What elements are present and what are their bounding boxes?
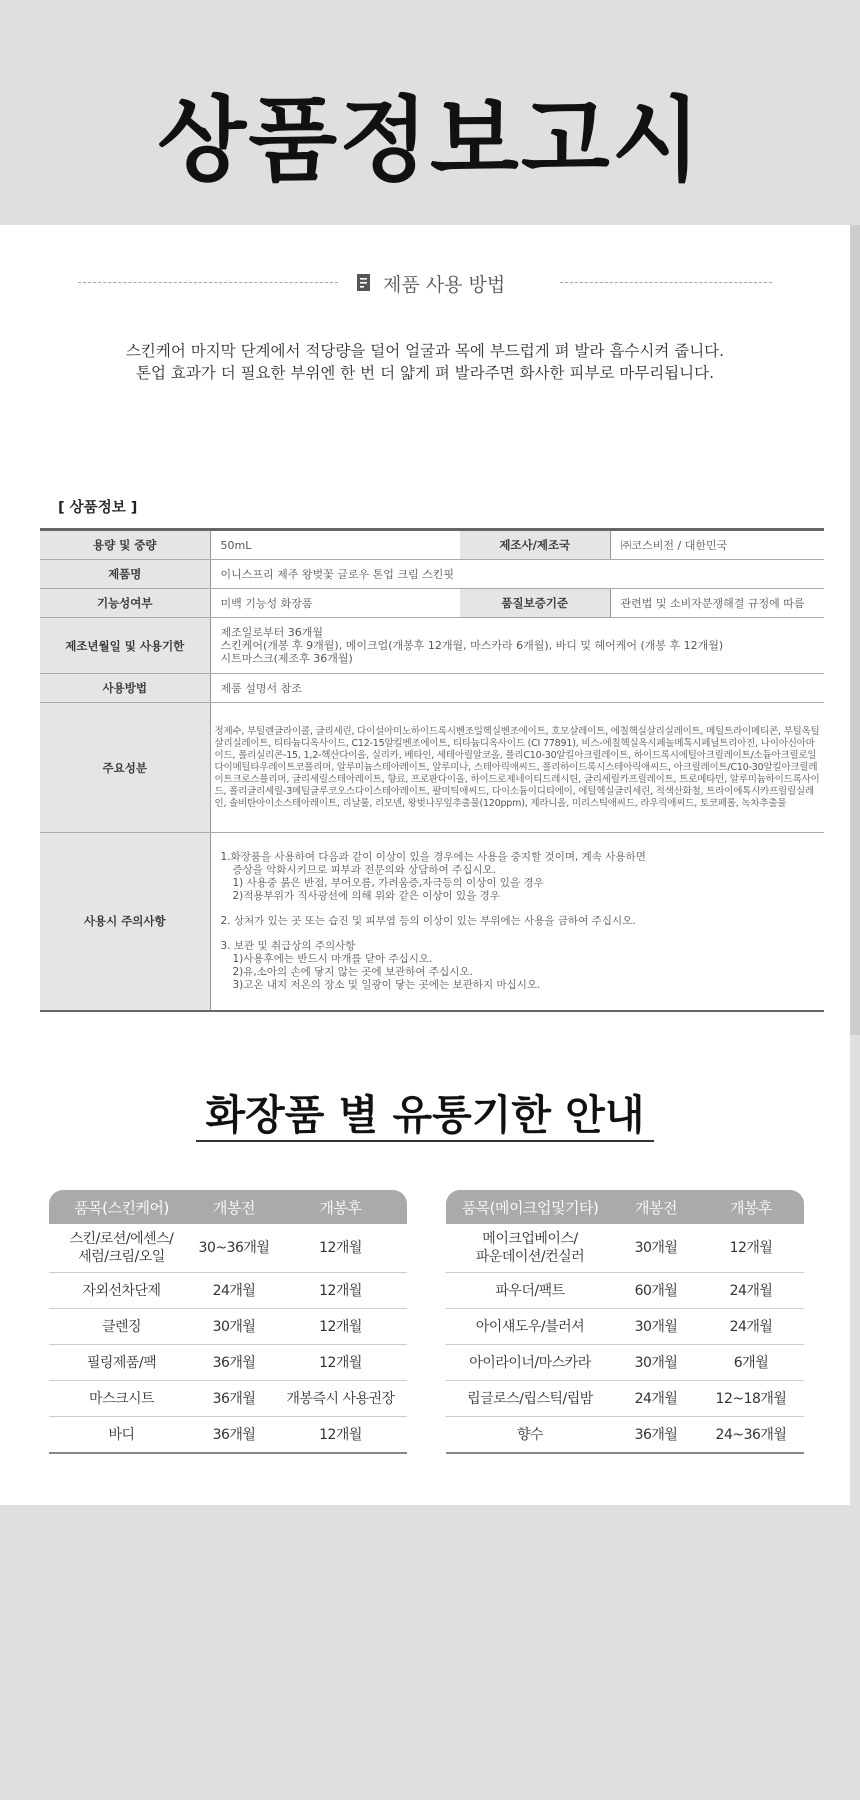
usage-heading	[0, 268, 850, 298]
shelf-life-title	[0, 1091, 850, 1142]
table-row	[40, 530, 824, 560]
table-row	[40, 833, 824, 1011]
before-cell: 60개월	[614, 1273, 698, 1309]
after-cell: 24~36개월	[698, 1417, 804, 1454]
row-label: 기능성여부	[40, 589, 210, 618]
before-cell: 30개월	[614, 1345, 698, 1381]
table-row	[49, 1417, 407, 1454]
table-header-row	[446, 1190, 804, 1224]
table-row	[40, 560, 824, 589]
caution-line: 2)유,소아의 손에 닿지 않는 곳에 보관하여 주십시오.	[232, 965, 473, 978]
before-cell: 30개월	[614, 1309, 698, 1345]
row-label: 제조사/제조국	[460, 530, 610, 560]
after-cell: 12개월	[274, 1417, 407, 1454]
table-row	[446, 1309, 804, 1345]
usage-title-text: 제품 사용 방법	[383, 273, 506, 296]
after-cell: 12개월	[698, 1224, 804, 1273]
table-row	[446, 1381, 804, 1417]
after-cell: 6개월	[698, 1345, 804, 1381]
expiry-line: 제조일로부터 36개월	[220, 626, 324, 639]
caution-line: 1) 사용중 붉은 반점, 부어오름, 가려움증,자극등의 이상이 있을 경우	[232, 876, 544, 889]
table-row	[40, 589, 824, 618]
row-label: 제품명	[40, 560, 210, 589]
item-cell: 아이섀도우/블러셔	[446, 1309, 614, 1345]
item-line: 세럼/크림/오일	[78, 1249, 165, 1265]
before-cell: 30개월	[614, 1224, 698, 1273]
skincare-shelf-table	[49, 1190, 407, 1454]
column-header: 품목(스킨케어)	[49, 1190, 194, 1224]
item-cell: 파우더/팩트	[446, 1273, 614, 1309]
before-cell: 36개월	[194, 1345, 274, 1381]
table-row	[49, 1345, 407, 1381]
caution-line: 1)사용후에는 반드시 마개를 닫아 주십시오.	[232, 952, 433, 965]
table-row	[446, 1224, 804, 1273]
divider-left	[78, 282, 338, 283]
table-row	[40, 703, 824, 833]
before-cell: 36개월	[614, 1417, 698, 1454]
product-info-table	[40, 528, 824, 1012]
item-cell	[446, 1224, 614, 1273]
row-label: 품질보증기준	[460, 589, 610, 618]
column-header: 개봉전	[194, 1190, 274, 1224]
edge-strip	[850, 225, 860, 1035]
caution-line: 증상을 악화시키므로 피부과 전문의와 상담하여 주십시오.	[232, 863, 496, 876]
table-row	[49, 1224, 407, 1273]
item-cell: 향수	[446, 1417, 614, 1454]
table-row	[446, 1417, 804, 1454]
item-cell: 립글로스/립스틱/립밤	[446, 1381, 614, 1417]
after-cell: 24개월	[698, 1309, 804, 1345]
after-cell: 개봉즉시 사용권장	[274, 1381, 407, 1417]
row-value: 50mL	[210, 530, 460, 560]
column-header: 개봉후	[698, 1190, 804, 1224]
table-row	[40, 674, 824, 703]
column-header: 품목(메이크업및기타)	[446, 1190, 614, 1224]
shelf-life-title-text: 화장품 별 유통기한 안내	[196, 1095, 655, 1142]
item-cell: 바디	[49, 1417, 194, 1454]
document-icon	[355, 273, 373, 293]
after-cell: 12개월	[274, 1345, 407, 1381]
row-value	[210, 833, 824, 1011]
caution-line: 3)고온 내지 저온의 장소 및 일광이 닿는 곳에는 보관하지 마십시오.	[232, 978, 541, 991]
after-cell: 12개월	[274, 1309, 407, 1345]
before-cell: 30~36개월	[194, 1224, 274, 1273]
before-cell: 24개월	[194, 1273, 274, 1309]
expiry-line: 시트마스크(제조후 36개월)	[220, 652, 353, 665]
row-value	[210, 618, 824, 674]
column-header: 개봉전	[614, 1190, 698, 1224]
info-section-label: [ 상품정보 ]	[58, 500, 138, 516]
item-cell: 아이라이너/마스카라	[446, 1345, 614, 1381]
item-cell: 클렌징	[49, 1309, 194, 1345]
row-value: 관련법 및 소비자분쟁해결 규정에 따름	[610, 589, 824, 618]
before-cell: 24개월	[614, 1381, 698, 1417]
row-value: 제품 설명서 참조	[210, 674, 824, 703]
usage-description	[0, 340, 850, 384]
usage-line: 스킨케어 마지막 단계에서 적당량을 덜어 얼굴과 목에 부드럽게 펴 발라 흡수시켜 줍니다.	[125, 342, 725, 360]
item-line: 메이크업베이스/	[482, 1231, 578, 1247]
caution-line: 2. 상처가 있는 곳 또는 습진 및 피부염 등의 이상이 있는 부위에는 사용을 금하여 주십시오.	[220, 914, 636, 927]
table-row	[40, 618, 824, 674]
divider-right	[560, 282, 772, 283]
before-cell: 36개월	[194, 1417, 274, 1454]
row-label: 제조년월일 및 사용기한	[40, 618, 210, 674]
table-row	[49, 1381, 407, 1417]
table-row	[49, 1273, 407, 1309]
row-value: 정제수, 부틸렌글라이콜, 글리세린, 다이설아미노하이드록시벤조일헥실벤조에이트, 호모살레이트, 에칠헥실살리실레이트, 메틸트라이메티콘, 부틸옥틸살리실레이트, 티타늄디옥사이드, C12-15알킬벤조에이트, 티타늄디옥사이드 (CI 77891), 비스-에칠헥실옥시페놀메톡시페닐트리아진, 나이아신아마이드, 폴리실리콘-15, 1,2-헥산다이올, 실리카, 베타인, 세테아릴알코올, 폴리C10-30알킬아크릴레이트, 하이드록시에틸아크릴레이트/소듐아크릴로일다이메틸타우레이트코폴리머, 알루미늄스테아레이트, 알루미나, 스테아릭애씨드, 폴리하이드록시스테아릭애씨드, 아크릴레이트/C10-30알킬아크릴레이트크로스폴리머, 글리세릴스테아레이트, 향료, 프로판다이올, 하이드로제네이티드레시틴, 글리세릴카프릴레이트, 트로메타민, 알루미늄하이드록사이드, 폴리글리세릴-3메틸글루코오스다이스테아레이트, 팔미틱애씨드, 다이소듐이디티에이, 에틸헥실글리세린, 적색산화철, 트라이에톡시카프릴릴실레인, 솔비탄아이소스테아레이트, 리날룰, 리모넨, 왕벚나무잎추출물(120ppm), 제라니올, 미리스틱애씨드, 라우릭애씨드, 토코페롤, 녹차추출물	[210, 703, 824, 833]
item-cell: 자외선차단제	[49, 1273, 194, 1309]
usage-title	[355, 268, 550, 298]
before-cell: 36개월	[194, 1381, 274, 1417]
table-row	[446, 1273, 804, 1309]
item-line: 파운데이션/컨실러	[475, 1249, 585, 1265]
makeup-shelf-table	[446, 1190, 804, 1454]
item-cell: 마스크시트	[49, 1381, 194, 1417]
row-label: 주요성분	[40, 703, 210, 833]
page-title: 상품정보고시	[157, 87, 703, 194]
before-cell: 30개월	[194, 1309, 274, 1345]
caution-line: 2)적용부위가 직사광선에 의해 위와 같은 이상이 있을 경우	[232, 889, 500, 902]
row-value: 미백 기능성 화장품	[210, 589, 460, 618]
after-cell: 12개월	[274, 1273, 407, 1309]
item-line: 스킨/로션/에센스/	[69, 1231, 174, 1247]
row-value: ㈜코스비전 / 대한민국	[610, 530, 824, 560]
table-row	[446, 1345, 804, 1381]
row-label: 사용시 주의사항	[40, 833, 210, 1011]
row-label: 용량 및 중량	[40, 530, 210, 560]
usage-line: 톤업 효과가 더 필요한 부위엔 한 번 더 얇게 펴 발라주면 화사한 피부로 마무리됩니다.	[135, 364, 715, 382]
caution-line: 1.화장품을 사용하여 다음과 같이 이상이 있을 경우에는 사용을 중지할 것이며, 계속 사용하면	[220, 850, 646, 863]
column-header: 개봉후	[274, 1190, 407, 1224]
row-label: 사용방법	[40, 674, 210, 703]
caution-line: 3. 보관 및 취급상의 주의사항	[220, 939, 356, 952]
after-cell: 24개월	[698, 1273, 804, 1309]
after-cell: 12개월	[274, 1224, 407, 1273]
expiry-line: 스킨케어(개봉 후 9개월), 메이크업(개봉후 12개월, 마스카라 6개월), 바디 및 헤어케어 (개봉 후 12개월)	[220, 639, 724, 652]
table-row	[49, 1309, 407, 1345]
item-cell: 필링제품/팩	[49, 1345, 194, 1381]
row-value: 이니스프리 제주 왕벚꽃 글로우 톤업 크림 스킨핏	[210, 560, 824, 589]
after-cell: 12~18개월	[698, 1381, 804, 1417]
table-header-row	[49, 1190, 407, 1224]
item-cell	[49, 1224, 194, 1273]
